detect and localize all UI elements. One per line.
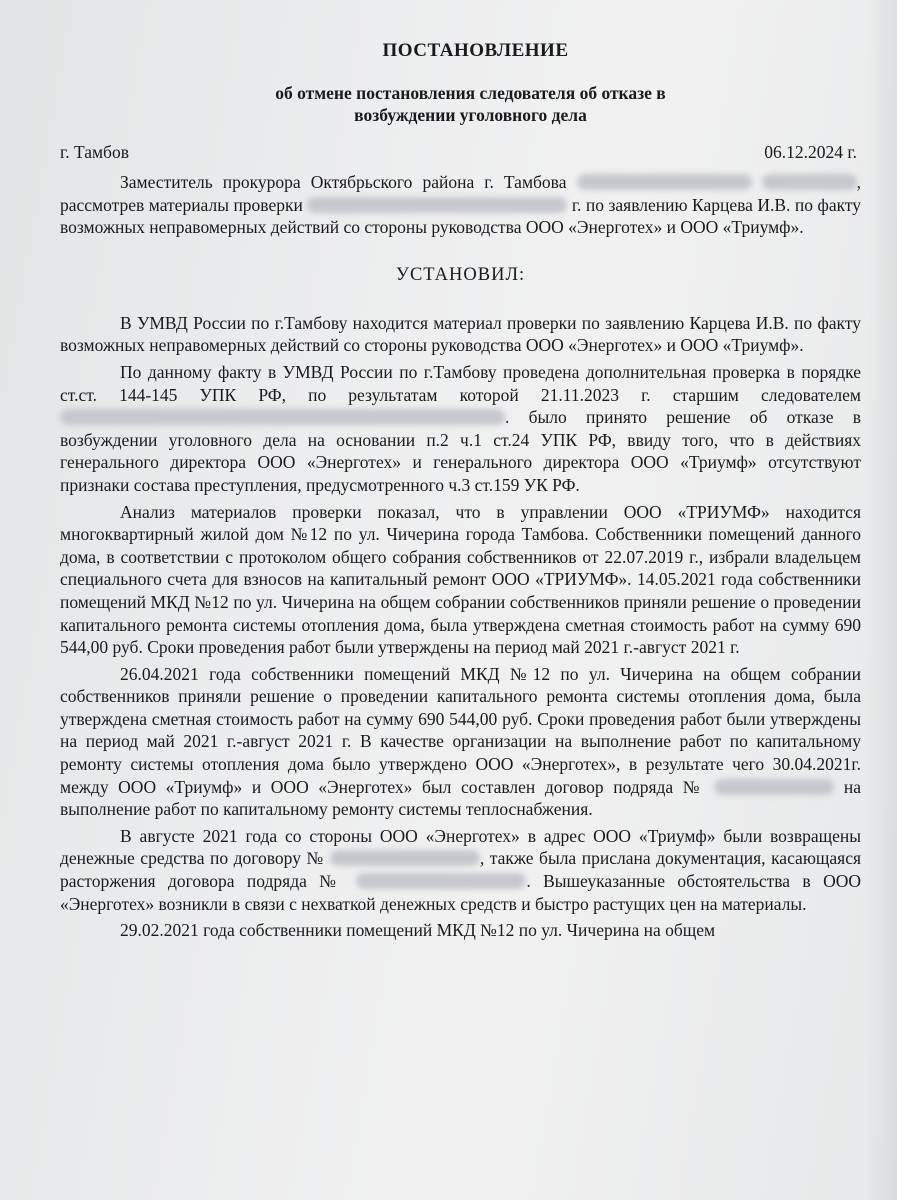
paragraph-3: Анализ материалов проверки показал, что в управлении ООО «ТРИУМФ» находится многоквартирный жилой дом №12 по ул. Чичерина города Тамбова. Собственники помещений данного дома, в соответствии с протоколом общего собрания собственников от 22.07.2019 г., избрали владельцем специального счета для взносов на капитальный ремонт ООО «ТРИУМФ». 14.05.2021 года собственники помещений МКД №12 по ул. Чичерина на общем собрании собственников приняли решение о проведении капитального ремонта системы отопления дома, была утверждена сметная стоимость работ на сумму 690 544,00 руб. Сроки проведения работ были утверждены на период май 2021 г.-август 2021 г.: [60, 501, 861, 658]
redacted-investigator-name: [60, 409, 505, 425]
paragraph-6: 29.02.2021 года собственники помещений МКД №12 по ул. Чичерина на общем: [120, 920, 716, 941]
redacted-name: [577, 174, 752, 190]
intro-part-3: г. по заявлению Карцева И.В. по факту возможных неправомерных действий со стороны руководства ООО «Энерготех» и ООО «Триумф».: [60, 194, 862, 238]
paragraph-2-part-2: . было принято решение об отказе в возбуждении уголовного дела на основании п.2 ч.1 ст.24 УПК РФ, ввиду того, что в действиях генерального директора ООО «Энерготех» и генерального директора ООО «Триумф» отсутствуют признаки состава преступления, предусмотренного ч.3 ст.159 УК РФ.: [60, 407, 861, 495]
document-city: г. Тамбов: [60, 142, 129, 162]
paragraph-5: [60, 825, 861, 915]
subtitle-line-1: об отмене постановления следователя об отказе в: [275, 83, 666, 103]
redacted-contract-number-3: [356, 873, 526, 889]
redacted-contract-number: [714, 779, 834, 795]
document-date: 06.12.2024 г.: [764, 142, 857, 162]
paragraph-5-part-2: , также была прислана документация, касающаяся расторжения договора подряда №: [60, 848, 862, 892]
paragraph-2: [60, 361, 861, 497]
page-edge-shadow: [867, 0, 897, 1200]
intro-part-1: Заместитель прокурора Октябрьского района г. Тамбова: [120, 172, 567, 192]
subtitle-line-2: возбуждении уголовного дела: [354, 105, 587, 125]
redacted-case-number: [307, 197, 567, 213]
section-title: УСТАНОВИЛ:: [395, 264, 526, 285]
redacted-name-continued: [762, 174, 857, 190]
document-title: ПОСТАНОВЛЕНИЕ: [382, 40, 569, 61]
paragraph-4-part-2: на выполнение работ по капитальному ремонту системы теплоснабжения.: [60, 776, 862, 820]
paragraph-2-part-1: По данному факту в УМВД России по г.Тамбову проведена дополнительная проверка в порядке ст.ст. 144-145 УПК РФ, по результатам которой 21.11.2023 г. старшим следователем: [60, 361, 861, 405]
redacted-contract-number-2: [330, 850, 480, 866]
paragraph-5-part-1: В августе 2021 года со стороны ООО «Энерготех» в адрес ООО «Триумф» были возвращены денежные средства по договору №: [60, 825, 861, 869]
intro-paragraph: [60, 171, 861, 239]
paragraph-4: [60, 663, 861, 821]
document-subtitle: [60, 82, 861, 126]
paragraph-5-part-3: . Вышеуказанные обстоятельства в ООО «Энерготех» возникли в связи с нехваткой денежных средств и быстро растущих цен на материалы.: [60, 871, 861, 914]
place-date-row: [60, 142, 861, 163]
intro-part-2: , рассмотрев материалы проверки: [60, 172, 862, 215]
paragraph-4-part-1: 26.04.2021 года собственники помещений МКД №12 по ул. Чичерина на общем собрании собственников приняли решение о проведении капитального ремонта системы отопления дома, была утверждена сметная стоимость работ на сумму 690 544,00 руб. Сроки проведения работ были утверждены на период май 2021 г.-август 2021 г. В качестве организации на выполнение работ по капитальному ремонту системы отопления дома было утверждено ООО «Энерготех», в результате чего 30.04.2021г. между ООО «Триумф» и ООО «Энерготех» был составлен договор подряда №: [60, 663, 861, 797]
paragraph-1: В УМВД России по г.Тамбову находится материал проверки по заявлению Карцева И.В. по факту возможных неправомерных действий со стороны руководства ООО «Энерготех» и ООО «Триумф».: [60, 312, 861, 356]
